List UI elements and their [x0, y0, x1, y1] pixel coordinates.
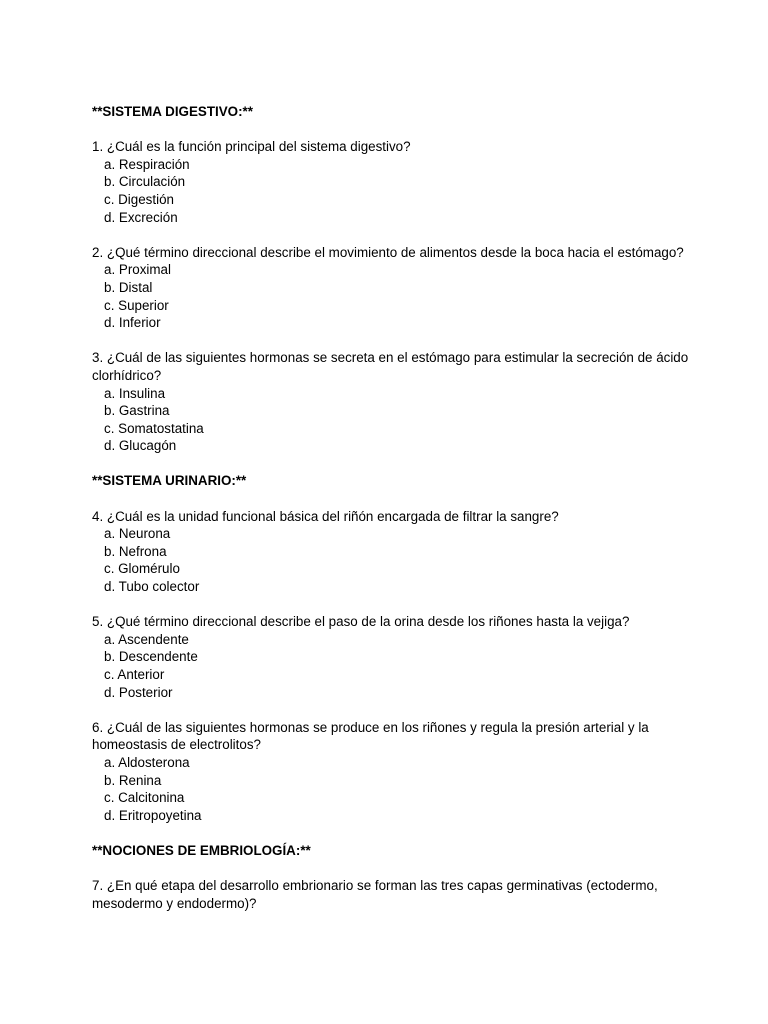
question-4	[92, 508, 692, 596]
option: c. Somatostatina	[104, 420, 204, 436]
spacer	[92, 490, 692, 508]
question-text: 5. ¿Qué término direccional describe el paso de la orina desde los riñones hasta la vejiga?	[92, 614, 630, 630]
question-text: 1. ¿Cuál es la función principal del sistema digestivo?	[92, 139, 411, 155]
section-heading: **SISTEMA DIGESTIVO:**	[92, 104, 253, 119]
question-text: 3. ¿Cuál de las siguientes hormonas se secreta en el estómago para estimular la secreción de ácido clorhídrico?	[92, 350, 689, 383]
document-page	[92, 103, 692, 912]
option: b. Nefrona	[104, 543, 167, 559]
question-1	[92, 138, 692, 226]
option: a. Respiración	[104, 156, 190, 172]
question-text: 7. ¿En qué etapa del desarrollo embrionario se forman las tres capas germinativas (ectodermo, mesodermo y endodermo)?	[92, 878, 658, 911]
options-list	[92, 156, 692, 226]
option: d. Inferior	[104, 315, 161, 331]
spacer	[92, 332, 692, 350]
option: d. Posterior	[104, 684, 173, 700]
option: b. Circulación	[104, 174, 186, 190]
question-6	[92, 719, 692, 825]
options-list	[92, 261, 692, 331]
section-heading: **NOCIONES DE EMBRIOLOGÍA:**	[92, 842, 311, 858]
question-2	[92, 244, 692, 332]
spacer	[92, 860, 692, 878]
option: d. Eritropoyetina	[104, 807, 202, 823]
question-text: 6. ¿Cuál de las siguientes hormonas se produce en los riñones y regula la presión arterial y la homeostasis de electrolitos?	[92, 719, 649, 753]
option: c. Glomérulo	[104, 561, 180, 577]
option: d. Tubo colector	[104, 579, 200, 595]
question-5	[92, 613, 692, 701]
option: b. Renina	[104, 772, 162, 788]
option: a. Aldosterona	[104, 754, 190, 770]
option: d. Glucagón	[104, 438, 177, 454]
option: a. Proximal	[104, 262, 171, 278]
question-7	[92, 877, 692, 912]
section-urinario	[92, 472, 692, 841]
section-digestivo	[92, 103, 692, 472]
section-embriologia	[92, 842, 692, 912]
option: c. Calcitonina	[104, 790, 185, 806]
spacer	[92, 824, 692, 842]
spacer	[92, 701, 692, 719]
option: b. Distal	[104, 279, 153, 295]
option: a. Insulina	[104, 385, 166, 401]
question-text: 4. ¿Cuál es la unidad funcional básica del riñón encargada de filtrar la sangre?	[92, 508, 559, 524]
question-3	[92, 349, 692, 455]
options-list	[92, 754, 692, 824]
spacer	[92, 596, 692, 614]
section-heading: **SISTEMA URINARIO:**	[92, 473, 247, 489]
option: b. Descendente	[104, 649, 198, 665]
question-text: 2. ¿Qué término direccional describe el movimiento de alimentos desde la boca hacia el estómago?	[92, 244, 684, 260]
option: b. Gastrina	[104, 403, 170, 419]
option: c. Anterior	[104, 667, 165, 682]
spacer	[92, 121, 692, 139]
spacer	[92, 226, 692, 244]
option: c. Superior	[104, 297, 169, 313]
options-list	[92, 525, 692, 595]
options-list	[92, 385, 692, 455]
spacer	[92, 455, 692, 473]
option: a. Neurona	[104, 526, 171, 542]
option: a. Ascendente	[104, 631, 189, 647]
option: c. Digestión	[104, 191, 174, 207]
option: d. Excreción	[104, 209, 178, 225]
options-list	[92, 631, 692, 701]
